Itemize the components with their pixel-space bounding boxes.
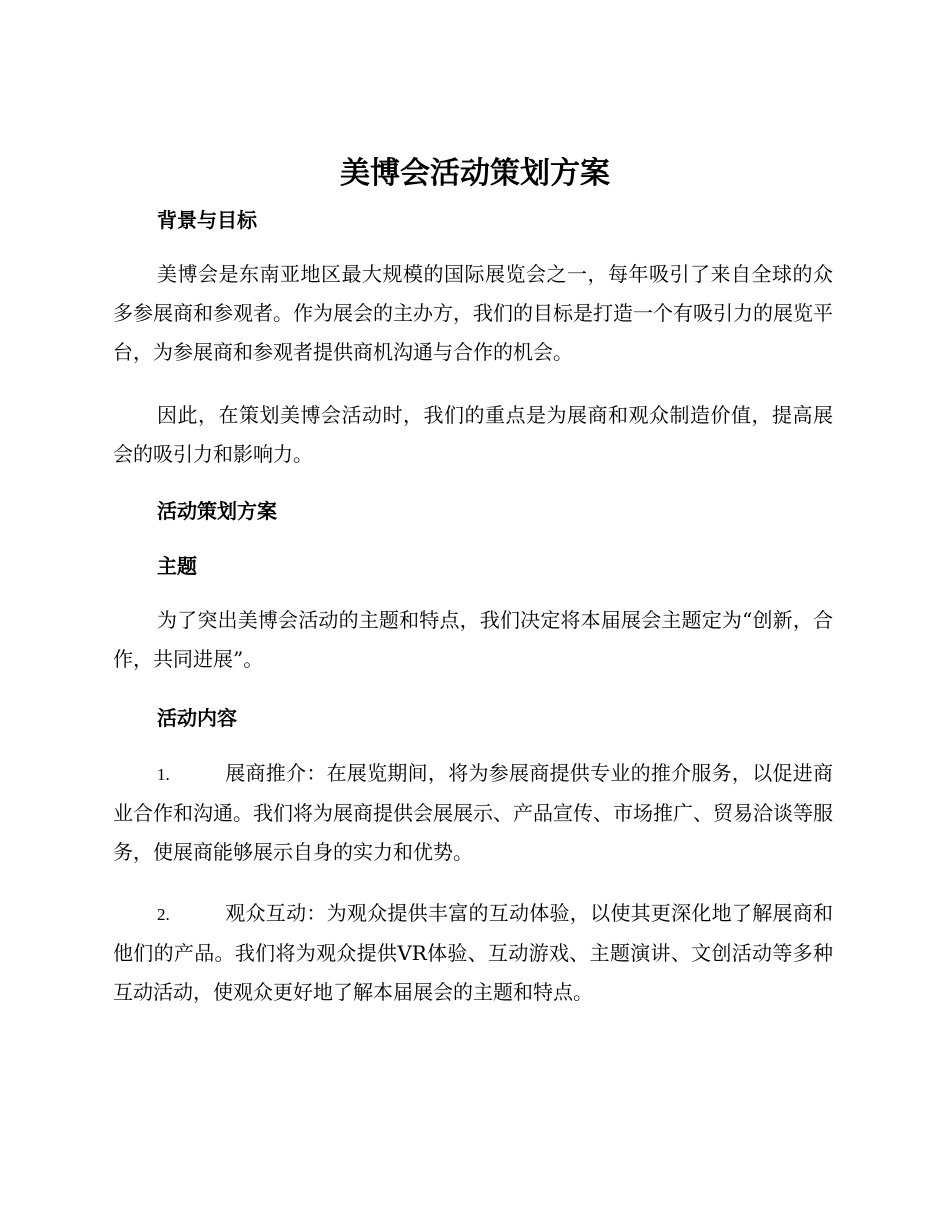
paragraph-background-1: 美博会是东南亚地区最大规模的国际展览会之一，每年吸引了来自全球的众多参展商和参观者。作为展会的主办方，我们的目标是打造一个有吸引力的展览平台，为参展商和参观者提供商机沟通与合作的机会。: [113, 262, 833, 364]
section-heading-content: 活动内容: [157, 706, 237, 730]
paragraph-background-2: 因此，在策划美博会活动时，我们的重点是为展商和观众制造价值，提高展会的吸引力和影响力。: [113, 403, 833, 466]
list-item-exhibitor-promotion: [113, 754, 833, 872]
list-item-text: 观众互动：为观众提供丰富的互动体验，以使其更深化地了解展商和他们的产品。我们将为观众提供VR体验、互动游戏、主题演讲、文创活动等多种互动活动，使观众更好地了解本届展会的主题和特点。: [113, 901, 833, 1004]
list-item-audience-interaction: [113, 894, 833, 1012]
section-heading-background: 背景与目标: [157, 208, 257, 232]
section-heading-theme: 主题: [157, 554, 197, 578]
document-title: 美博会活动策划方案: [340, 156, 610, 191]
list-item-number: 1.: [157, 765, 170, 784]
paragraph-theme: 为了突出美博会活动的主题和特点，我们决定将本届展会主题定为“创新，合作，共同进展”。: [113, 608, 833, 671]
section-heading-plan: 活动策划方案: [157, 499, 277, 523]
list-item-text: 展商推介：在展览期间，将为参展商提供专业的推介服务，以促进商业合作和沟通。我们将为展商提供会展展示、产品宣传、市场推广、贸易洽谈等服务，使展商能够展示自身的实力和优势。: [113, 761, 833, 864]
list-item-number: 2.: [157, 905, 170, 924]
